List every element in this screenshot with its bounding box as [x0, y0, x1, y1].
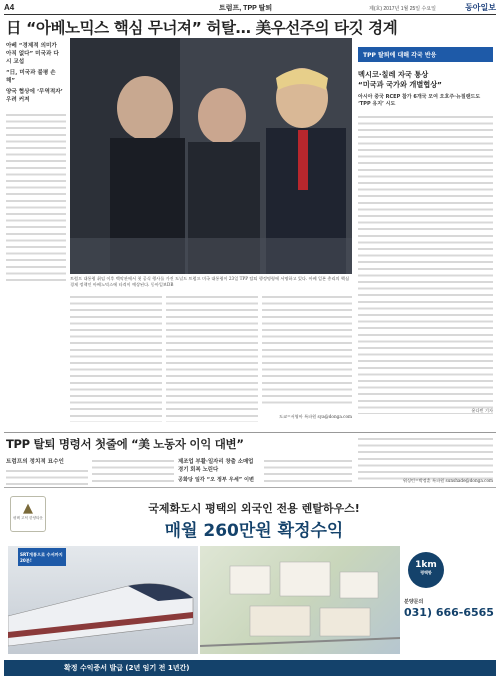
- sidebar-title-1: 멕시코·칠레 자국 통상: [358, 70, 429, 79]
- sidebar-band: TPP 탈퇴에 대해 각국 반응: [358, 47, 493, 62]
- ad-phone-number[interactable]: 031) 666-6565: [404, 606, 494, 619]
- page-number: A4: [4, 3, 15, 12]
- photo-figures: [70, 38, 352, 274]
- second-body-col-2: [92, 458, 174, 486]
- article-body-col-1: [6, 112, 66, 282]
- news-photo: [70, 38, 352, 274]
- advertisement: [4, 487, 496, 688]
- issue-date: 제(호) 2017년 1월 25일 수요일: [369, 6, 436, 12]
- article-body-col-2: [70, 294, 162, 422]
- pull-quote-2: 공화당 일각 “오 정부 우세” 이변: [178, 477, 254, 483]
- section-divider: [4, 432, 496, 433]
- second-byline: 트럼프의 정치적 묘수인: [6, 459, 64, 465]
- sidebar-lead: 아시아 중국 RCEP 참가 6개국 모여 오호주·뉴질랜드도 ‘TPP 유지’ 시도: [358, 94, 481, 107]
- ad-srt-badge: SRT개통으로 수서까지 20분!: [20, 552, 63, 563]
- article-subheads: [6, 42, 64, 104]
- ad-bottom-bar: [4, 660, 496, 676]
- ad-guarantee-text: 확정 수익증서 발급 (2년 임기 전 1년간): [64, 664, 190, 672]
- ad-headline-2: 매월 260만원 확정수익: [164, 521, 344, 541]
- page-header: [4, 2, 496, 15]
- ad-distance-label: 평택항: [420, 570, 432, 575]
- newspaper-logo: 동아일보: [465, 3, 496, 12]
- ad-distance-badge: [408, 552, 444, 588]
- subhead-3: 양국 협상에 ‘무역적자’ 우려 커져: [6, 89, 63, 103]
- ad-aerial-image: [200, 546, 400, 654]
- second-body-col-1: [6, 468, 88, 486]
- ad-brand: 평택 고덕 한양타운: [12, 516, 44, 520]
- sidebar-title-2: “미국과 국가와 개별협상”: [358, 80, 442, 89]
- second-headline: TPP 탈퇴 명령서 첫줄에 “美 노동자 이익 대변”: [6, 437, 244, 451]
- sidebar-box: [358, 47, 493, 431]
- article-byline: 도쿄=서영아 특파원 sya@donga.com: [279, 414, 352, 419]
- second-body-col-4: [358, 436, 493, 480]
- pull-quote-1: 제조업 부활·일자리 창출 소매업 경기 회복 노린다: [178, 459, 254, 473]
- article-body-col-3: [166, 294, 258, 422]
- aerial-buildings-icon: [200, 546, 400, 654]
- sidebar-byline: 윤다빈 기자: [471, 408, 493, 413]
- main-headline: 日 “아베노믹스 핵심 무너져” 허탈… 美우선주의 타깃 경계: [6, 19, 398, 37]
- sidebar-body: [358, 114, 493, 414]
- ad-headline-1: 국제화도시 평택의 외국인 전용 렌탈하우스!: [148, 502, 360, 515]
- section-title: 트럼프, TPP 탈퇴: [219, 5, 273, 12]
- ad-train-image: [8, 546, 198, 654]
- ad-logo-icon: ▲: [23, 501, 33, 516]
- second-body-col-3: [264, 458, 352, 486]
- photo-caption: 트럼프 대통령 취임 이후 백악관에서 첫 공식 행사를 가진 도널드 트럼프 미국 대통령이 23일 TPP 탈퇴 행정명령에 서명하고 있다. 아베 일본 총리의 핵심 경제 정책인 아베노믹스에 타격이 예상된다. 동아일보DB: [70, 276, 349, 287]
- ad-distance-value: 1km: [415, 560, 437, 570]
- article-body-col-4: [262, 294, 352, 404]
- second-end-byline: 워싱턴=박정훈 특파원 sunshade@donga.com: [402, 478, 493, 483]
- ad-phone-label: 분양문의: [404, 599, 424, 605]
- ad-info-panel: [404, 546, 494, 654]
- ad-logo: [10, 496, 46, 532]
- subhead-2: “日, 미국과 불평 손해”: [6, 70, 56, 84]
- subhead-1: 아베 “경제적 의미가 아직 없다” 미국과 다시 교섭: [6, 43, 59, 65]
